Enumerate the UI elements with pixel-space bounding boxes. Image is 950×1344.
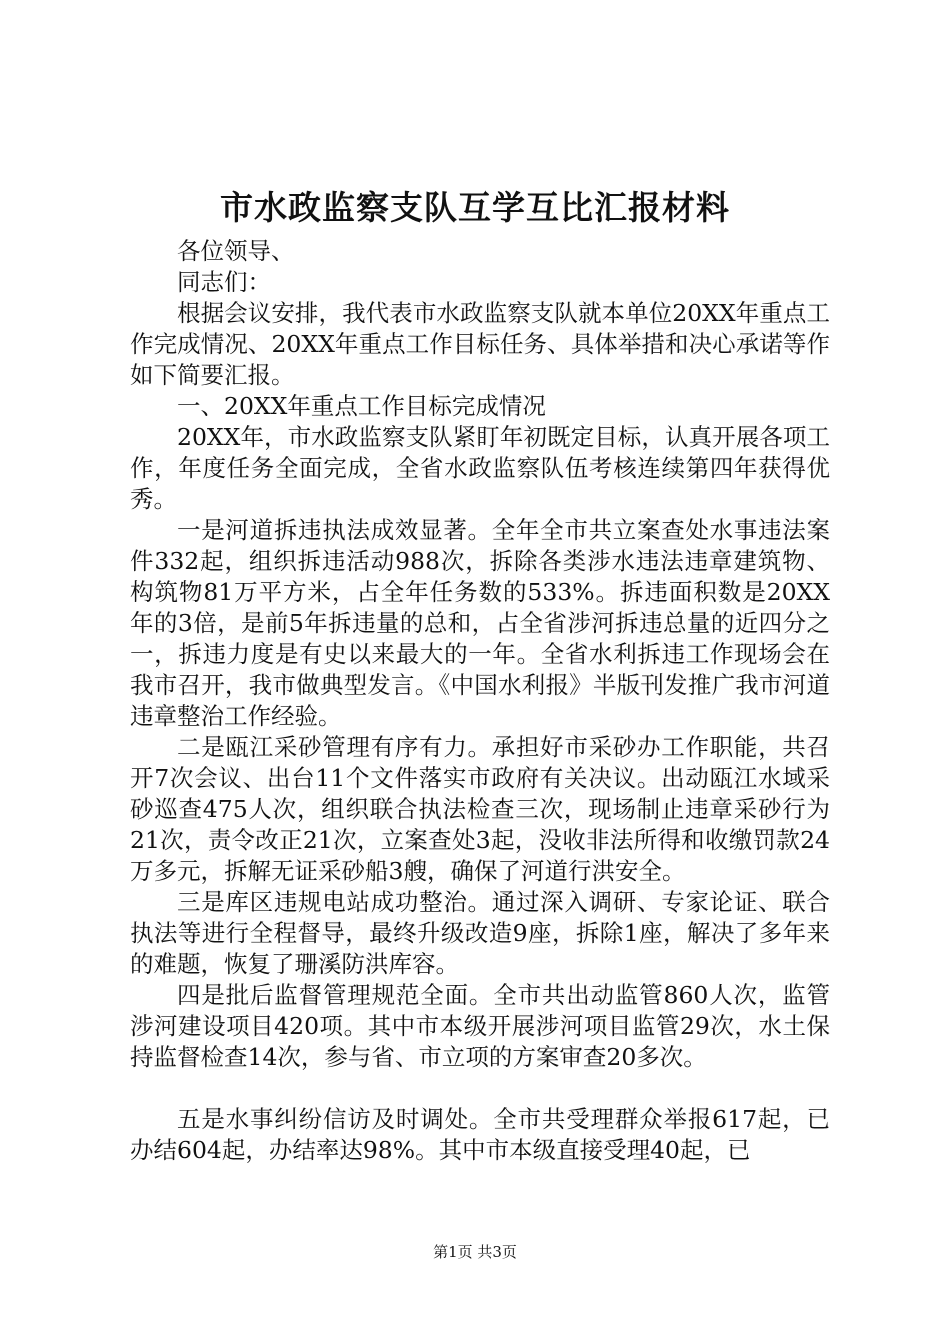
item-paragraph-2: 二是瓯江采砂管理有序有力。承担好市采砂办工作职能，共召开7次会议、出台11个文件落实市政府有关决议。出动瓯江水域采砂巡查475人次，组织联合执法检查三次，现场制止违章采砂行为21次，责令改正21次，立案查处3起，没收非法所得和收缴罚款24万多元，拆解无证采砂船3艘，确保了河道行洪安全。 [130,733,830,885]
item-paragraph-4: 四是批后监督管理规范全面。全市共出动监管860人次，监管涉河建设项目420项。其中市本级开展涉河项目监管29次，水土保持监督检查14次，参与省、市立项的方案审查20多次。 [130,981,830,1071]
salutation-line-2: 同志们： [177,268,271,296]
item-paragraph-5: 五是水事纠纷信访及时调处。全市共受理群众举报617起，已办结604起，办结率达98%。其中市本级直接受理40起，已 [130,1105,830,1164]
section-heading: 一、20XX年重点工作目标完成情况 [177,392,546,420]
page-number: 第1页 共3页 [433,1243,517,1261]
item-paragraph-3: 三是库区违规电站成功整治。通过深入调研、专家论证、联合执法等进行全程督导，最终升级改造9座，拆除1座，解决了多年来的难题，恢复了珊溪防洪库容。 [130,888,830,978]
salutation-line-1: 各位领导、 [177,237,295,265]
item-paragraph-1: 一是河道拆违执法成效显著。全年全市共立案查处水事违法案件332起，组织拆违活动988次，拆除各类涉水违法违章建筑物、构筑物81万平方米，占全年任务数的533%。拆违面积数是20XX年的3倍，是前5年拆违量的总和，占全省涉河拆违总量的近四分之一，拆违力度是有史以来最大的一年。全省水利拆违工作现场会在我市召开，我市做典型发言。《中国水利报》半版刊发推广我市河道违章整治工作经验。 [130,516,830,730]
document-title: 市水政监察支队互学互比汇报材料 [220,188,730,227]
document-body [130,236,830,1166]
intro-paragraph: 根据会议安排，我代表市水政监察支队就本单位20XX年重点工作完成情况、20XX年重点工作目标任务、具体举措和决心承诺等作如下简要汇报。 [130,299,830,389]
summary-paragraph: 20XX年，市水政监察支队紧盯年初既定目标，认真开展各项工作，年度任务全面完成，全省水政监察队伍考核连续第四年获得优秀。 [130,423,830,513]
